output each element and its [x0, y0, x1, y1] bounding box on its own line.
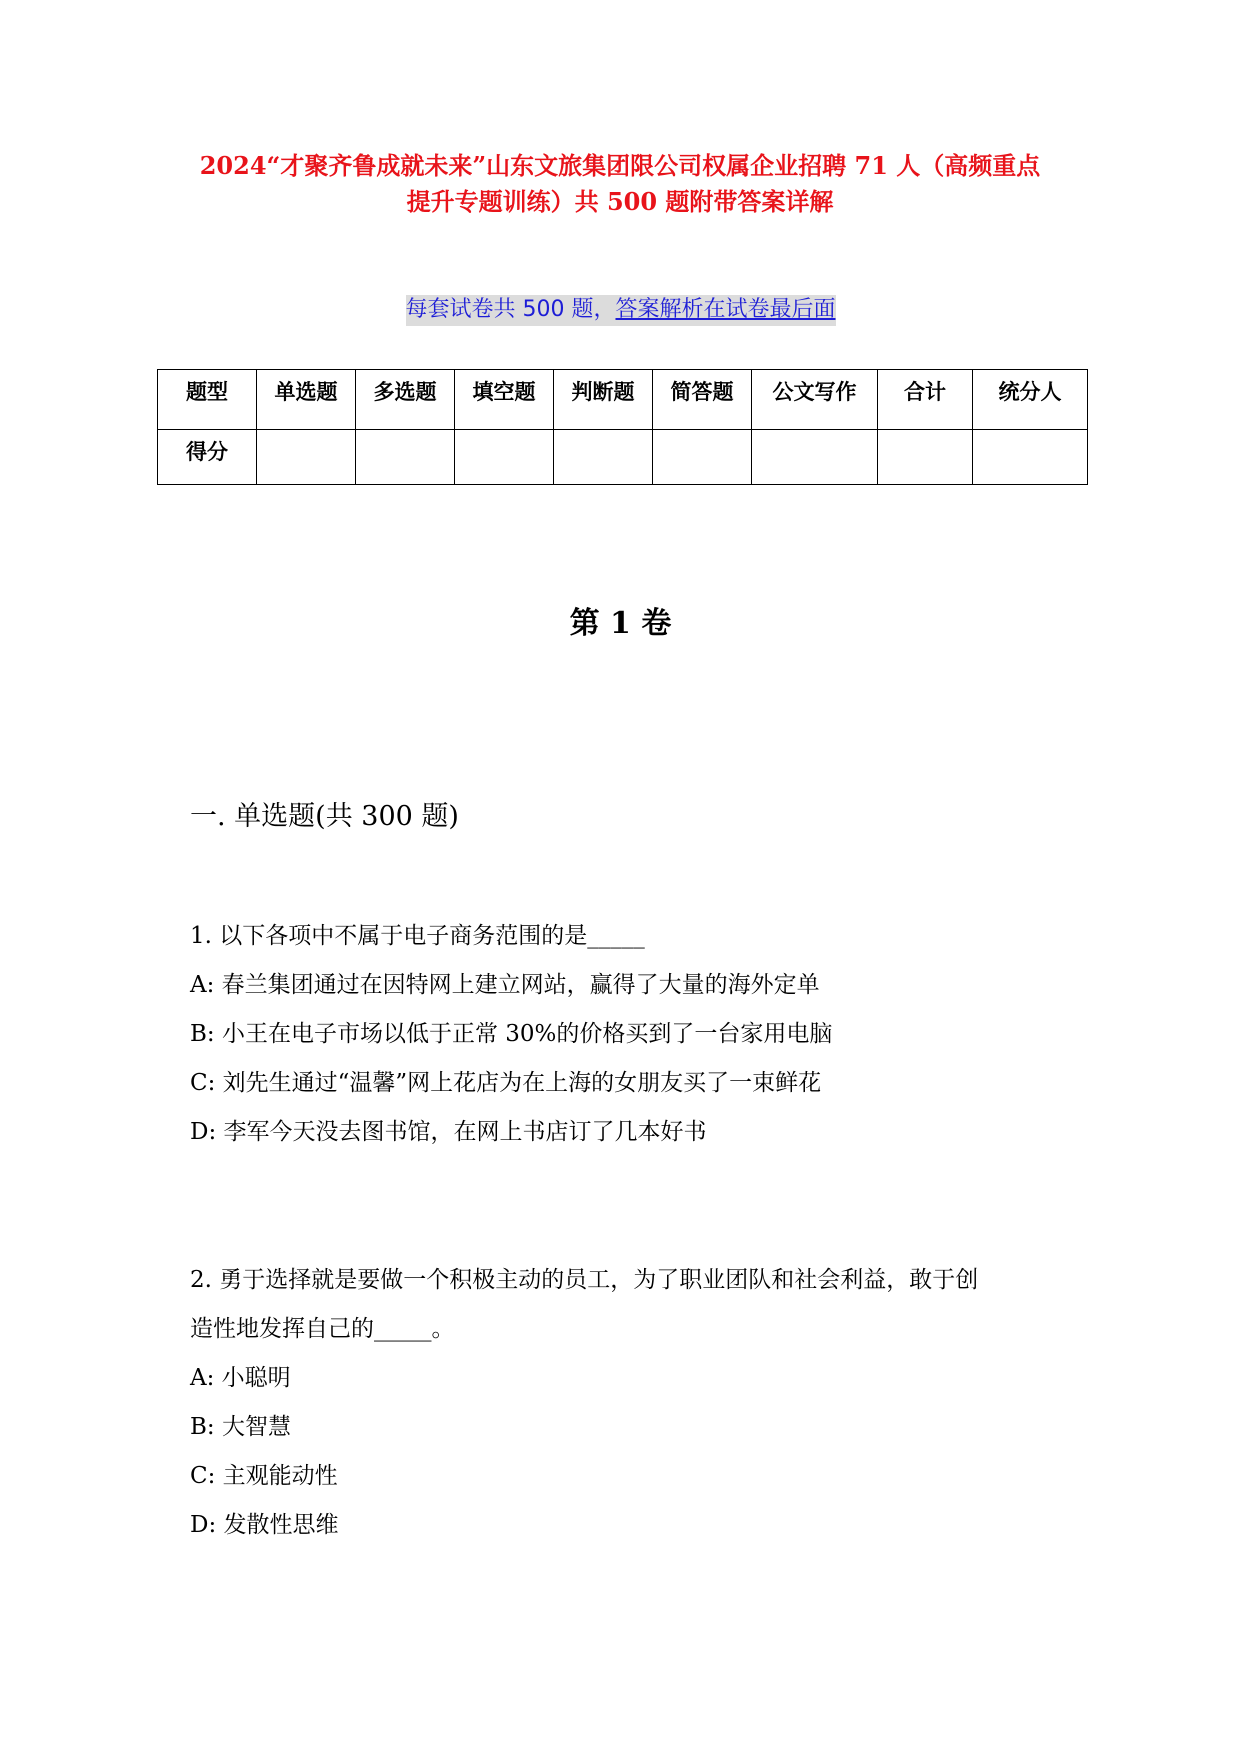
- header-cell: 多选题: [356, 370, 455, 430]
- volume-title: 第 1 卷: [569, 606, 672, 641]
- score-cell: [878, 430, 973, 485]
- option-b: B: 大智慧: [190, 1414, 291, 1440]
- notice-highlight: [406, 295, 836, 326]
- score-cell: [973, 430, 1088, 485]
- header-cell: 合计: [878, 370, 973, 430]
- score-cell: [554, 430, 653, 485]
- option-c: C: 主观能动性: [190, 1463, 338, 1489]
- option-b: B: 小王在电子市场以低于正常 30%的价格买到了一台家用电脑: [190, 1021, 833, 1047]
- score-cell: [752, 430, 878, 485]
- option-c: C: 刘先生通过“温馨”网上花店为在上海的女朋友买了一束鲜花: [190, 1070, 822, 1096]
- question-stem-line-2: 造性地发挥自己的_____。: [190, 1316, 455, 1342]
- header-cell: 填空题: [455, 370, 554, 430]
- score-table-header-row: [158, 370, 1088, 430]
- option-a: A: 春兰集团通过在因特网上建立网站，赢得了大量的海外定单: [190, 972, 820, 998]
- header-cell: 统分人: [973, 370, 1088, 430]
- score-row-label: 得分: [158, 430, 257, 485]
- notice-text: 每套试卷共 500 题，: [405, 297, 616, 322]
- score-cell: [257, 430, 356, 485]
- header-cell: 单选题: [257, 370, 356, 430]
- question-stem: 1. 以下各项中不属于电子商务范围的是_____: [190, 923, 645, 949]
- question-2: [190, 1256, 1060, 1550]
- header-cell: 判断题: [554, 370, 653, 430]
- section-title: 一. 单选题(共 300 题): [190, 801, 459, 832]
- option-d: D: 发散性思维: [190, 1512, 339, 1538]
- question-1: [190, 912, 1060, 1157]
- score-table-score-row: [158, 430, 1088, 485]
- title-line-1: 2024“才聚齐鲁成就未来”山东文旅集团限公司权属企业招聘 71 人（高频重点: [199, 151, 1041, 180]
- option-d: D: 李军今天没去图书馆，在网上书店订了几本好书: [190, 1119, 707, 1145]
- header-cell: 简答题: [653, 370, 752, 430]
- notice-answer-location: 答案解析在试卷最后面: [615, 297, 836, 322]
- exam-notice: [0, 292, 1241, 323]
- score-table: [157, 369, 1088, 485]
- header-cell: 公文写作: [752, 370, 878, 430]
- option-a: A: 小聪明: [190, 1365, 291, 1391]
- document-title: [150, 148, 1090, 220]
- score-cell: [653, 430, 752, 485]
- score-cell: [455, 430, 554, 485]
- title-line-2: 提升专题训练）共 500 题附带答案详解: [406, 187, 834, 216]
- question-stem-line-1: 2. 勇于选择就是要做一个积极主动的员工，为了职业团队和社会利益，敢于创: [190, 1267, 979, 1293]
- score-cell: [356, 430, 455, 485]
- header-cell: 题型: [158, 370, 257, 430]
